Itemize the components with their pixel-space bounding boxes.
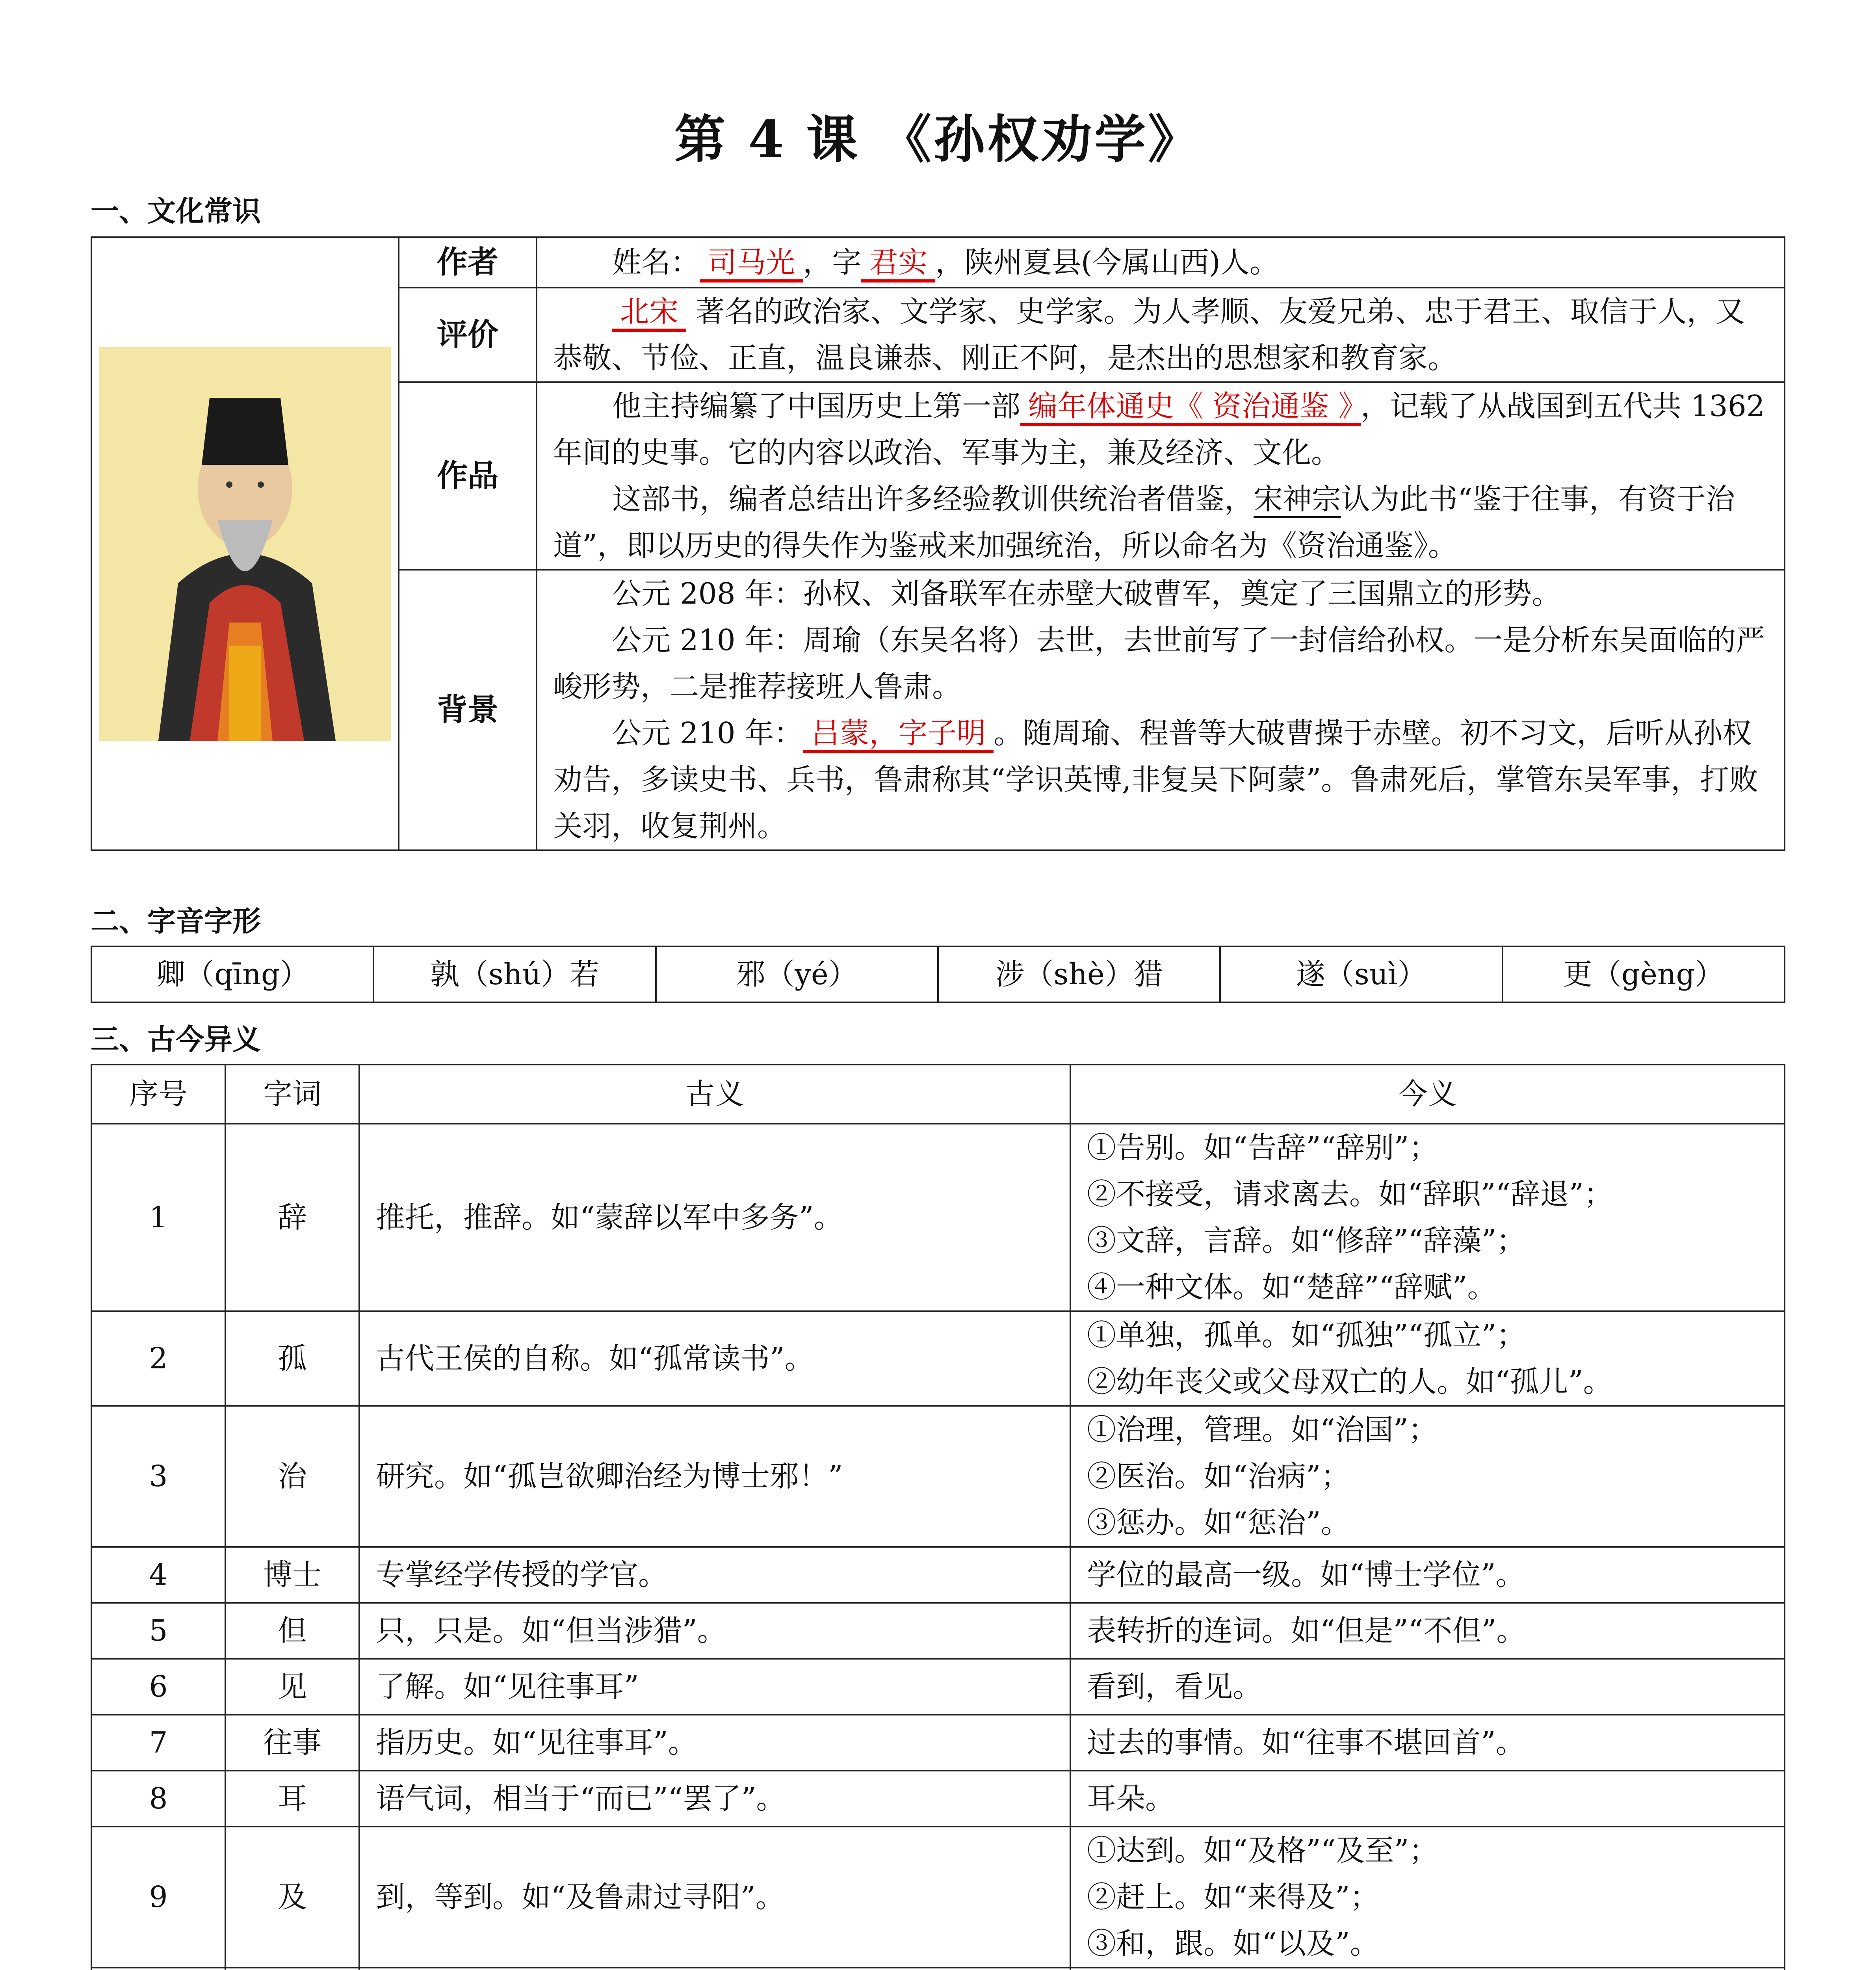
emperor-name: 宋神宗 xyxy=(1254,482,1341,518)
works-label: 作品 xyxy=(399,382,537,570)
works-text-1: 他主持编纂了中国历史上第一部 xyxy=(612,389,1020,423)
meaning-line: ②赶上。如“来得及”； xyxy=(1087,1880,1379,1914)
row-modern-meaning: 表转折的连词。如“但是”“不但”。 xyxy=(1070,1603,1785,1659)
meaning-line: ①告别。如“告辞”“辞别”； xyxy=(1087,1131,1438,1165)
gujin-header: 今义 xyxy=(1070,1065,1785,1124)
table-row xyxy=(91,1771,1785,1827)
author-courtesy-name: 君实 xyxy=(861,245,935,282)
sima-guang-portrait xyxy=(99,347,391,741)
meaning-line: ①单独，孤单。如“孤独”“孤立”； xyxy=(1087,1318,1526,1352)
row-word: 见 xyxy=(225,1659,359,1715)
gujin-header: 古义 xyxy=(359,1065,1070,1124)
author-prefix: 姓名： xyxy=(612,245,700,279)
row-number: 7 xyxy=(91,1715,225,1771)
meaning-line: ③惩办。如“惩治”。 xyxy=(1087,1506,1350,1540)
page-title: 第 4 课 《孙权劝学》 xyxy=(674,109,1202,169)
section-heading-gujin: 三、古今异义 xyxy=(91,1023,261,1056)
pron-cell: 卿（qīng） xyxy=(91,946,373,1002)
background-text-3b: 。随周瑜、程普等大破曹操于赤壁。初不习文，后听从孙权劝告，多读史书、兵书，鲁肃称其“学识英博,非复吴下阿蒙”。鲁肃死后，掌管东吴军事，打败关羽，收复荆州。 xyxy=(553,716,1759,843)
row-modern-meaning: 看到，看见。 xyxy=(1070,1659,1785,1715)
works-cell xyxy=(537,382,1785,570)
evaluation-text: 著名的政治家、文学家、史学家。为人孝顺、友爱兄弟、忠于君王、取信于人，又恭敬、节俭、正直，温良谦恭、刚正不阿，是杰出的思想家和教育家。 xyxy=(553,295,1745,375)
table-row xyxy=(91,1603,1785,1659)
meaning-line: ②不接受，请求离去。如“辞职”“辞退”； xyxy=(1087,1177,1613,1211)
row-ancient-meaning: 研究。如“孤岂欲卿治经为博士邪！” xyxy=(359,1406,1070,1547)
row-word: 治 xyxy=(225,1406,359,1547)
row-ancient-meaning: 古代王侯的自称。如“孤常读书”。 xyxy=(359,1311,1070,1406)
background-text-3a: 公元 210 年： xyxy=(612,716,803,750)
culture-table xyxy=(91,236,1785,851)
row-word: 及 xyxy=(225,1827,359,1968)
background-label: 背景 xyxy=(399,570,537,850)
meaning-line: ④一种文体。如“楚辞”“辞赋”。 xyxy=(1087,1270,1497,1304)
pron-cell: 涉（shè）猎 xyxy=(938,946,1220,1002)
meaning-line: ②医治。如“治病”； xyxy=(1087,1459,1350,1493)
table-row xyxy=(91,1659,1785,1715)
table-row xyxy=(91,1311,1785,1406)
row-modern-meaning xyxy=(1070,1406,1785,1547)
background-para-1: 公元 208 年：孙权、刘备联军在赤壁大破曹军，奠定了三国鼎立的形势。 xyxy=(612,577,1561,611)
section-heading-pronunciation: 二、字音字形 xyxy=(91,905,261,938)
works-text-3: 这部书，编者总结出许多经验教训供统治者借鉴， xyxy=(612,482,1254,516)
table-row xyxy=(91,1547,1785,1603)
row-modern-meaning xyxy=(1070,1311,1785,1406)
works-text-4: 认为此书“鉴于往事，有资于治道”，即以历史的得失作为鉴戒来加强统治，所以命名为《资治通鉴》。 xyxy=(553,482,1735,563)
row-ancient-meaning: 语气词，相当于“而已”“罢了”。 xyxy=(359,1771,1070,1827)
row-ancient-meaning: 推托，推辞。如“蒙辞以军中多务”。 xyxy=(359,1124,1070,1311)
row-word xyxy=(225,1968,359,1970)
evaluation-label: 评价 xyxy=(399,288,537,382)
table-row xyxy=(91,1968,1785,1970)
table-row xyxy=(91,1124,1785,1311)
pron-cell: 孰（shú）若 xyxy=(373,946,656,1002)
author-mid: ，字 xyxy=(803,245,861,279)
table-row xyxy=(91,1715,1785,1771)
row-word: 博士 xyxy=(225,1547,359,1603)
background-para-2: 公元 210 年：周瑜（东吴名将）去世，去世前写了一封信给孙权。一是分析东吴面临的严峻形势，二是推荐接班人鲁肃。 xyxy=(553,623,1765,704)
row-number: 1 xyxy=(91,1124,225,1311)
table-row xyxy=(91,1827,1785,1968)
portrait-cell xyxy=(91,237,399,850)
row-ancient-meaning: 专掌经学传授的学官。 xyxy=(359,1547,1070,1603)
pron-cell: 邪（yé） xyxy=(656,946,938,1002)
row-ancient-meaning: 指历史。如“见往事耳”。 xyxy=(359,1715,1070,1771)
row-word: 但 xyxy=(225,1603,359,1659)
author-origin: ，陕州夏县(今属山西)人。 xyxy=(935,245,1279,279)
row-ancient-meaning: 了解。如“见往事耳” xyxy=(359,1659,1070,1715)
works-book: 编年体通史《 资治通鉴 》 xyxy=(1020,389,1361,426)
pron-cell: 更（gèng） xyxy=(1503,946,1785,1002)
pron-cell: 遂（suì） xyxy=(1220,946,1502,1002)
row-modern-meaning xyxy=(1070,1968,1785,1970)
lv-meng-name: 吕蒙，字子明 xyxy=(803,716,994,753)
row-ancient-meaning: 到，等到。如“及鲁肃过寻阳”。 xyxy=(359,1827,1070,1968)
author-cell xyxy=(537,237,1785,288)
row-modern-meaning xyxy=(1070,1124,1785,1311)
row-modern-meaning: 过去的事情。如“往事不堪回首”。 xyxy=(1070,1715,1785,1771)
meaning-line: ①治理，管理。如“治国”； xyxy=(1087,1413,1438,1447)
background-cell xyxy=(537,570,1785,850)
row-number: 8 xyxy=(91,1771,225,1827)
row-word: 辞 xyxy=(225,1124,359,1311)
row-modern-meaning: 学位的最高一级。如“博士学位”。 xyxy=(1070,1547,1785,1603)
meaning-line: ②幼年丧父或父母双亡的人。如“孤儿”。 xyxy=(1087,1365,1612,1399)
row-word: 往事 xyxy=(225,1715,359,1771)
row-number: 9 xyxy=(91,1827,225,1968)
works-text-2: ，记载了从战国到五代共 1362 年间的史事。它的内容以政治、军事为主，兼及经济、文化。 xyxy=(553,389,1765,470)
author-label: 作者 xyxy=(399,237,537,288)
meaning-line: ③和，跟。如“以及”。 xyxy=(1087,1927,1379,1961)
row-word: 耳 xyxy=(225,1771,359,1827)
row-number: 3 xyxy=(91,1406,225,1547)
gujin-header: 序号 xyxy=(91,1065,225,1124)
row-number: 4 xyxy=(91,1547,225,1603)
row-number: 2 xyxy=(91,1311,225,1406)
meaning-line: ③文辞，言辞。如“修辞”“辞藻”； xyxy=(1087,1224,1526,1258)
gujin-table xyxy=(91,1064,1785,1970)
row-number xyxy=(91,1968,225,1970)
row-number: 5 xyxy=(91,1603,225,1659)
gujin-header: 字词 xyxy=(225,1065,359,1124)
dynasty: 北宋 xyxy=(612,295,686,332)
row-word: 孤 xyxy=(225,1311,359,1406)
meaning-line: ①达到。如“及格”“及至”； xyxy=(1087,1834,1438,1868)
pronunciation-table xyxy=(91,946,1785,1003)
row-number: 6 xyxy=(91,1659,225,1715)
row-modern-meaning xyxy=(1070,1827,1785,1968)
section-heading-culture: 一、文化常识 xyxy=(91,195,261,228)
table-row xyxy=(91,1406,1785,1547)
row-modern-meaning: 耳朵。 xyxy=(1070,1771,1785,1827)
row-ancient-meaning: 只，只是。如“但当涉猎”。 xyxy=(359,1603,1070,1659)
evaluation-cell xyxy=(537,288,1785,382)
row-ancient-meaning xyxy=(359,1968,1070,1970)
author-name: 司马光 xyxy=(700,245,803,282)
